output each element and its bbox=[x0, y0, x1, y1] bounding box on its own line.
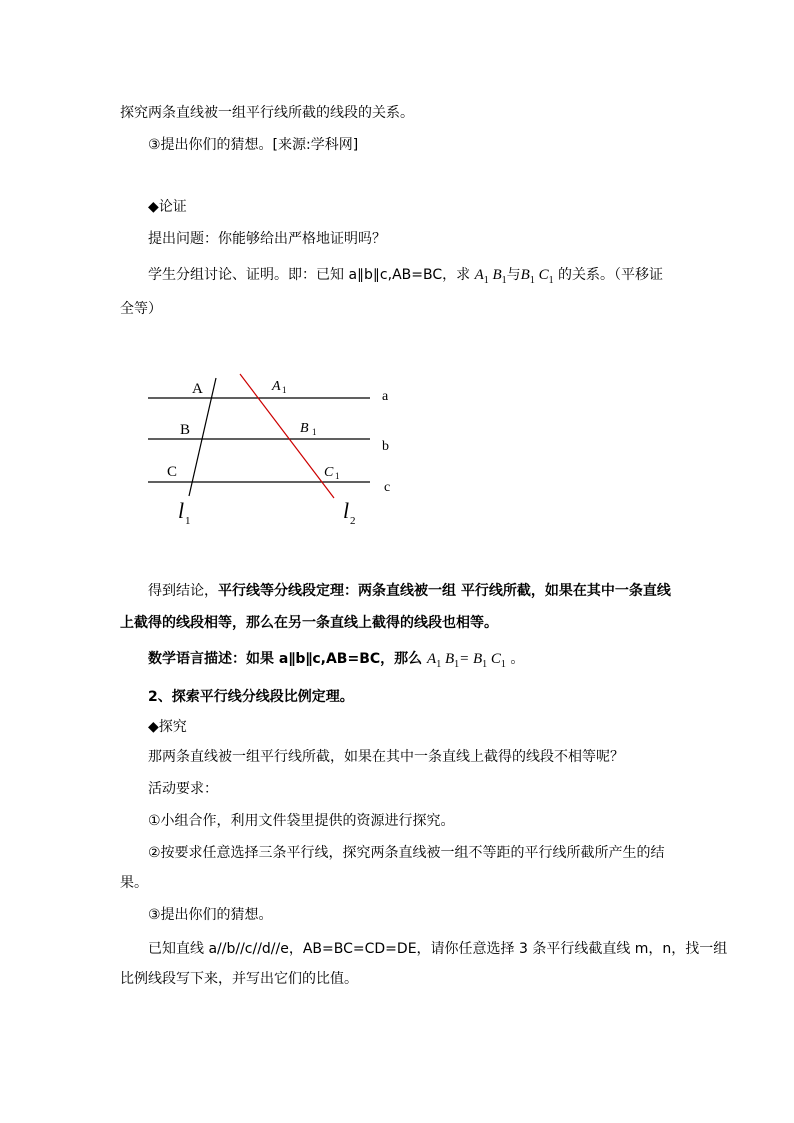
label-b: b bbox=[382, 439, 389, 454]
math-B1C1: $B_1$ $C_1$ bbox=[520, 267, 554, 286]
conclusion-lead: 得到结论， bbox=[148, 583, 218, 599]
para-conclusion bbox=[148, 582, 671, 600]
math-desc-text: 数学语言描述：如果 a∥b∥c,AB=BC，那么 bbox=[148, 651, 428, 667]
para-explore-relation: 探究两条直线被一组平行线所截的线段的关系。 bbox=[120, 105, 414, 121]
label-A1-sub: 1 bbox=[282, 385, 287, 395]
label-B1: B bbox=[300, 421, 309, 436]
para-req-1: ①小组合作，利用文件袋里提供的资源进行探究。 bbox=[148, 813, 455, 829]
label-l1-sub: 1 bbox=[185, 515, 191, 527]
para-conclusion-cont: 上截得的线段相等，那么在另一条直线上截得的线段也相等。 bbox=[120, 615, 498, 631]
para-req-3: ③提出你们的猜想。 bbox=[148, 907, 273, 923]
para-guess: ③提出你们的猜想。[来源:学科网] bbox=[148, 137, 359, 153]
label-A: A bbox=[192, 381, 203, 397]
para-req-2-cont: 果。 bbox=[120, 875, 148, 891]
label-l2-sub: 2 bbox=[350, 515, 356, 527]
para-activity-req: 活动要求： bbox=[148, 781, 218, 797]
label-B1-sub: 1 bbox=[312, 427, 317, 437]
para-proof-statement-cont: 全等） bbox=[120, 301, 162, 317]
label-c: c bbox=[384, 480, 391, 495]
label-C: C bbox=[167, 464, 178, 480]
math-A1B1-eq-B1C1: $A_1$ $B_1= B_1$ $C_1$ bbox=[427, 651, 506, 670]
word-and: 与 bbox=[506, 267, 521, 283]
para-given-cont: 比例线段写下来，并写出它们的比值。 bbox=[120, 971, 358, 987]
proof-text-2: 的关系。（平移证 bbox=[553, 267, 664, 283]
section-explore-heading: ◆探究 bbox=[148, 719, 187, 735]
para-unequal-question: 那两条直线被一组平行线所截，如果在其中一条直线上截得的线段不相等呢？ bbox=[148, 749, 624, 765]
para-question: 提出问题：你能够给出严格地证明吗？ bbox=[148, 231, 386, 247]
label-A1: A bbox=[272, 379, 281, 394]
section-2-heading: 2、探索平行线分线段比例定理。 bbox=[148, 689, 354, 705]
para-math-description bbox=[148, 650, 524, 674]
math-A1B1: $A_1$ $B_1$ bbox=[474, 267, 507, 286]
label-a: a bbox=[382, 389, 389, 404]
para-given: 已知直线 a//b//c//d//e，AB=BC=CD=DE，请你任意选择 3 条平行线截直线 m，n，找一组 bbox=[148, 941, 728, 957]
transversal-l2 bbox=[240, 374, 334, 498]
para-proof-statement bbox=[148, 266, 663, 290]
label-l2: l bbox=[343, 498, 350, 523]
parallel-lines-diagram bbox=[140, 366, 410, 536]
label-B: B bbox=[180, 422, 191, 438]
label-C1-sub: 1 bbox=[335, 471, 340, 481]
proof-text-1: 学生分组讨论、证明。即：已知 a∥b∥c,AB=BC，求 bbox=[148, 267, 475, 283]
label-C1: C bbox=[324, 465, 334, 480]
section-proof-heading: ◆论证 bbox=[148, 199, 187, 215]
math-desc-end: 。 bbox=[505, 651, 525, 667]
label-l1: l bbox=[178, 498, 185, 523]
para-req-2: ②按要求任意选择三条平行线，探究两条直线被一组不等距的平行线所截所产生的结 bbox=[148, 845, 665, 861]
theorem-text: 平行线等分线段定理：两条直线被一组 平行线所截，如果在其中一条直线 bbox=[218, 583, 671, 599]
